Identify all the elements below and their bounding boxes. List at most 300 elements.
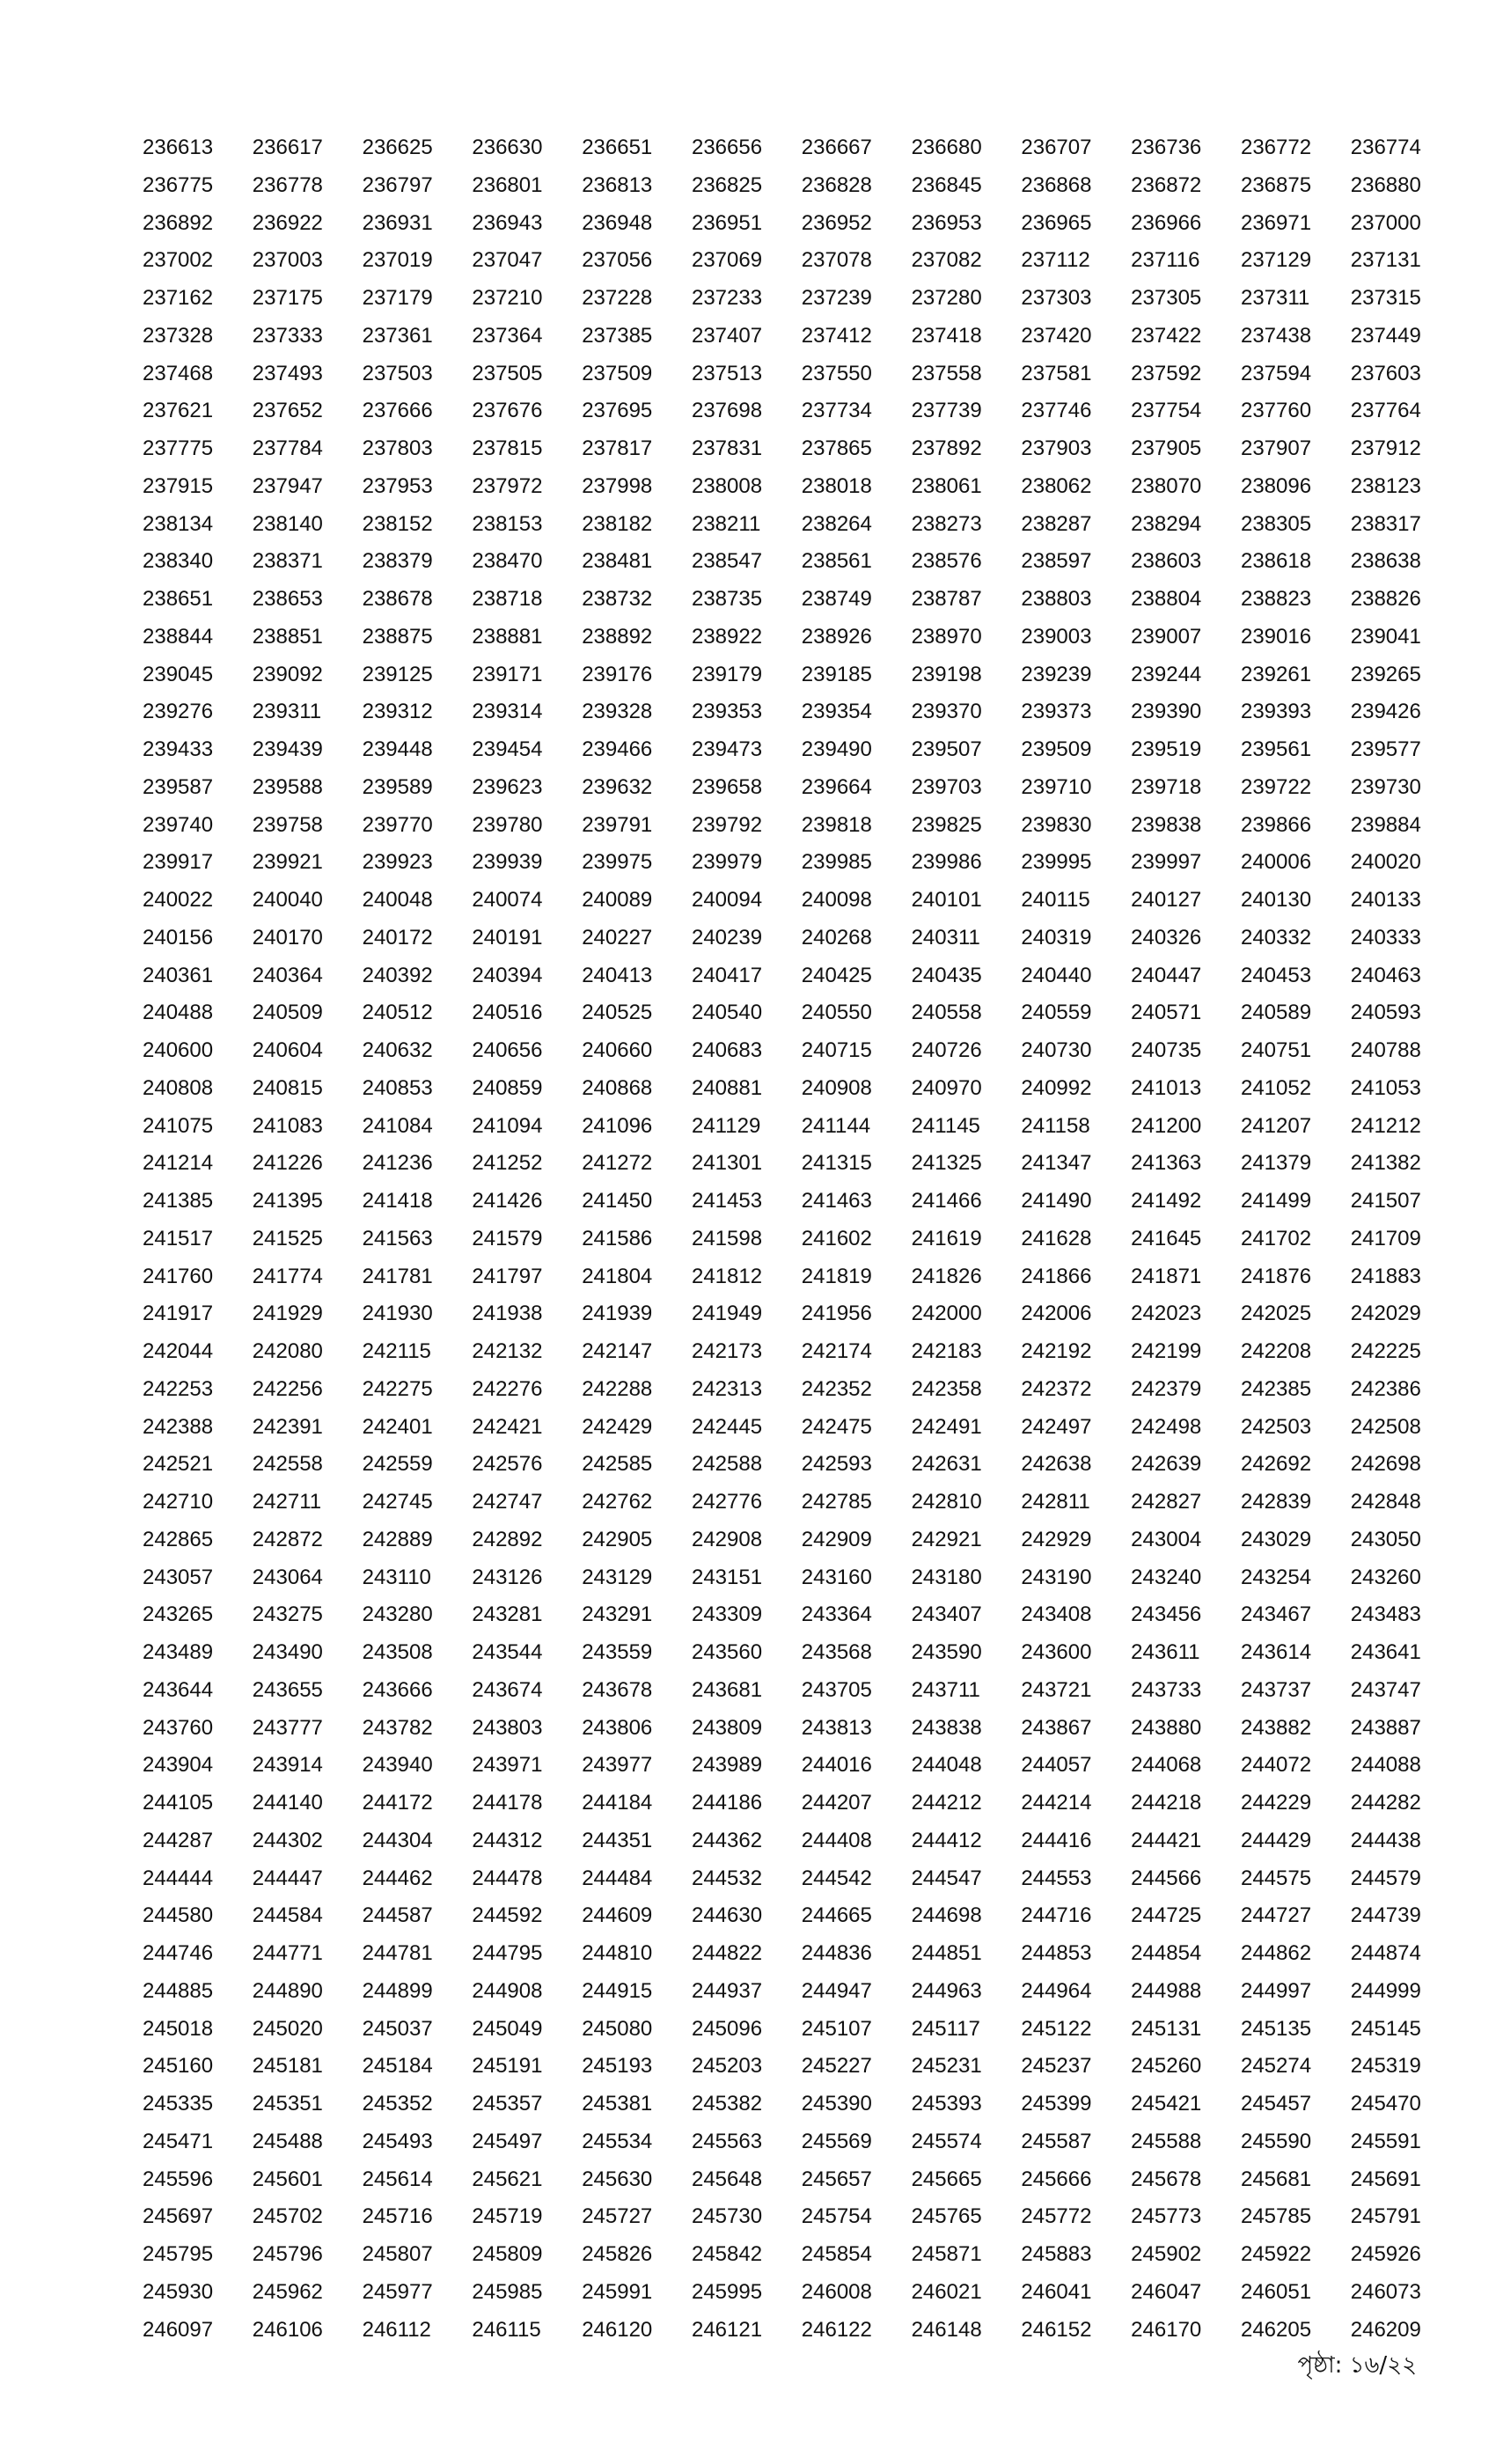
number-cell: 243803	[472, 1715, 543, 1740]
number-cell: 245883	[1021, 2242, 1092, 2266]
number-cell: 236625	[362, 136, 433, 159]
number-cell: 237972	[472, 473, 543, 498]
number-cell: 241272	[582, 1151, 653, 1176]
number-cell: 242638	[1021, 1452, 1092, 1477]
number-cell: 243489	[143, 1640, 214, 1664]
number-cell: 242491	[911, 1414, 982, 1439]
number-cell: 237162	[143, 286, 214, 310]
number-cell: 244781	[362, 1941, 433, 1965]
number-cell: 237311	[1240, 286, 1310, 310]
number-cell: 244416	[1021, 1828, 1092, 1852]
number-cell: 244725	[1131, 1903, 1202, 1928]
number-cell: 238732	[582, 587, 653, 611]
number-cell: 238340	[143, 549, 214, 574]
number-cell: 237558	[911, 361, 982, 385]
number-cell: 244438	[1350, 1828, 1421, 1852]
number-cell: 241819	[801, 1264, 872, 1288]
number-cell: 244890	[252, 1978, 323, 2003]
number-cell: 240453	[1240, 963, 1312, 987]
number-cell: 237082	[911, 248, 982, 273]
number-cell: 237513	[691, 361, 763, 385]
number-cell: 245691	[1350, 2167, 1421, 2191]
number-cell: 243711	[911, 1677, 980, 1702]
number-cell: 243813	[801, 1715, 872, 1740]
number-cell: 245193	[582, 2054, 653, 2079]
number-cell: 237760	[1240, 399, 1312, 423]
number-cell: 239448	[362, 737, 433, 761]
number-cell: 237175	[252, 286, 323, 310]
number-cell: 240311	[911, 925, 980, 950]
number-cell: 245809	[472, 2242, 543, 2266]
number-cell: 237509	[582, 361, 653, 385]
number-cell: 243508	[362, 1640, 433, 1664]
number-cell: 240788	[1350, 1038, 1421, 1062]
number-cell: 236872	[1131, 172, 1202, 197]
number-cell: 243544	[472, 1640, 543, 1664]
number-cell: 244016	[801, 1753, 872, 1778]
number-cell: 236801	[472, 172, 543, 197]
number-cell: 241628	[1021, 1226, 1092, 1250]
number-cell: 243733	[1131, 1677, 1202, 1702]
number-cell: 238008	[691, 473, 763, 498]
number-cell: 246021	[911, 2279, 982, 2304]
number-cell: 243057	[143, 1565, 214, 1589]
number-cell: 239884	[1350, 812, 1421, 837]
number-cell: 237581	[1021, 361, 1092, 385]
number-cell: 237784	[252, 436, 323, 460]
number-cell: 240089	[582, 888, 653, 912]
number-cell: 244186	[691, 1791, 763, 1815]
number-cell: 238749	[801, 587, 872, 611]
number-cell: 242498	[1131, 1414, 1202, 1439]
number-cell: 237912	[1350, 436, 1421, 460]
number-cell: 240361	[143, 963, 214, 987]
number-cell: 242558	[252, 1452, 323, 1477]
number-cell: 244362	[691, 1828, 763, 1852]
number-cell: 239125	[362, 662, 433, 686]
number-cell: 243190	[1021, 1565, 1092, 1589]
number-cell: 240425	[801, 963, 872, 987]
number-cell: 242762	[582, 1490, 653, 1514]
number-cell: 236630	[472, 136, 543, 159]
number-cell: 238844	[143, 624, 214, 649]
number-cell: 241598	[691, 1226, 763, 1250]
number-cell: 245985	[472, 2279, 543, 2304]
number-cell: 244212	[911, 1791, 982, 1815]
number-cell: 239577	[1350, 737, 1421, 761]
number-cell: 243887	[1350, 1715, 1421, 1740]
number-cell: 246148	[911, 2317, 982, 2342]
number-cell: 239632	[582, 774, 653, 799]
number-cell: 239354	[801, 700, 872, 724]
number-cell: 245037	[362, 2016, 433, 2041]
number-cell: 244862	[1240, 1941, 1312, 1965]
number-cell: 244312	[472, 1828, 543, 1852]
number-cell: 245135	[1240, 2016, 1312, 2041]
number-cell: 244854	[1131, 1941, 1202, 1965]
number-cell: 246121	[691, 2317, 763, 2342]
number-cell: 243655	[252, 1677, 323, 1702]
number-cell: 240550	[801, 1001, 872, 1025]
number-cell: 239664	[801, 774, 872, 799]
number-cell: 237915	[143, 473, 214, 498]
number-cell: 245160	[143, 2054, 214, 2079]
number-cell: 242810	[911, 1490, 982, 1514]
number-cell: 243914	[252, 1753, 323, 1778]
number-cell: 245791	[1350, 2204, 1421, 2229]
number-cell: 241871	[1131, 1264, 1202, 1288]
number-cell: 245381	[582, 2092, 653, 2116]
number-cell: 245203	[691, 2054, 763, 2079]
number-cell: 239718	[1131, 774, 1202, 799]
number-cell: 237438	[1240, 323, 1312, 348]
number-cell: 236868	[1021, 172, 1092, 197]
number-cell: 243838	[911, 1715, 982, 1740]
number-cell: 245665	[911, 2167, 982, 2191]
number-cell: 246008	[801, 2279, 872, 2304]
number-cell: 245588	[1131, 2129, 1202, 2153]
number-cell: 240558	[911, 1001, 982, 1025]
number-cell: 240020	[1350, 850, 1421, 875]
number-cell: 241949	[691, 1302, 763, 1326]
number-cell: 243904	[143, 1753, 214, 1778]
number-cell: 240094	[691, 888, 763, 912]
number-cell: 237078	[801, 248, 872, 273]
number-cell: 244587	[362, 1903, 433, 1928]
number-cell: 236828	[801, 172, 872, 197]
number-cell: 236617	[252, 136, 323, 159]
number-cell: 245421	[1131, 2092, 1202, 2116]
number-cell: 243275	[252, 1602, 323, 1627]
number-cell: 241052	[1240, 1075, 1312, 1100]
number-cell: 242275	[362, 1376, 433, 1401]
number-cell: 242183	[911, 1339, 982, 1363]
number-cell: 239314	[472, 700, 543, 724]
number-cell: 243590	[911, 1640, 982, 1664]
number-cell: 239370	[911, 700, 982, 724]
number-cell: 241212	[1350, 1113, 1421, 1138]
number-cell: 244874	[1350, 1941, 1421, 1965]
number-cell: 244665	[801, 1903, 872, 1928]
number-cell: 245666	[1021, 2167, 1092, 2191]
number-cell: 242313	[691, 1376, 763, 1401]
number-cell: 241709	[1350, 1226, 1421, 1250]
number-cell: 236613	[143, 136, 214, 159]
number-cell: 241301	[691, 1151, 763, 1176]
number-cell: 243265	[143, 1602, 214, 1627]
number-cell: 245716	[362, 2204, 433, 2229]
number-cell: 239276	[143, 700, 214, 724]
number-cell: 239312	[362, 700, 433, 724]
number-cell: 244899	[362, 1978, 433, 2003]
number-cell: 242747	[472, 1490, 543, 1514]
number-cell: 246106	[252, 2317, 323, 2342]
number-cell: 242908	[691, 1527, 763, 1551]
number-cell: 242256	[252, 1376, 323, 1401]
number-cell: 239439	[252, 737, 323, 761]
number-cell: 239244	[1131, 662, 1202, 686]
number-cell: 243644	[143, 1677, 214, 1702]
number-cell: 243880	[1131, 1715, 1202, 1740]
number-cell: 245871	[911, 2242, 982, 2266]
number-cell: 242909	[801, 1527, 872, 1551]
number-cell: 239454	[472, 737, 543, 761]
number-cell: 245382	[691, 2092, 763, 2116]
number-cell: 241466	[911, 1189, 982, 1213]
number-cell: 243180	[911, 1565, 982, 1589]
number-cell: 242631	[911, 1452, 982, 1477]
number-cell: 239997	[1131, 850, 1202, 875]
number-cell: 241379	[1240, 1151, 1312, 1176]
number-cell: 245569	[801, 2129, 872, 2153]
number-cell: 242401	[362, 1414, 433, 1439]
number-cell: 240559	[1021, 1001, 1092, 1025]
number-cell: 239740	[143, 812, 214, 837]
number-cell: 244412	[911, 1828, 982, 1852]
number-cell: 239490	[801, 737, 872, 761]
number-cell: 239758	[252, 812, 323, 837]
number-cell: 242253	[143, 1376, 214, 1401]
number-cell: 240808	[143, 1075, 214, 1100]
number-cell: 243309	[691, 1602, 763, 1627]
number-cell: 238070	[1131, 473, 1202, 498]
number-cell: 236736	[1131, 136, 1202, 159]
number-cell: 236667	[801, 136, 872, 159]
number-cell: 239780	[472, 812, 543, 837]
number-cell: 240593	[1350, 1001, 1421, 1025]
number-cell: 238211	[691, 511, 761, 536]
number-cell: 243940	[362, 1753, 433, 1778]
number-cell: 236774	[1350, 136, 1421, 159]
number-cell: 242115	[362, 1339, 431, 1363]
number-cell: 245807	[362, 2242, 433, 2266]
number-cell: 242044	[143, 1339, 214, 1363]
number-cell: 238140	[252, 511, 323, 536]
number-cell: 239730	[1350, 774, 1421, 799]
number-cell: 241774	[252, 1264, 323, 1288]
number-cell: 241418	[362, 1189, 433, 1213]
number-cell: 237280	[911, 286, 982, 310]
number-cell: 245601	[252, 2167, 323, 2191]
number-cell: 239985	[801, 850, 872, 875]
number-cell: 245765	[911, 2204, 982, 2229]
number-cell: 237815	[472, 436, 543, 460]
number-cell: 244997	[1240, 1978, 1312, 2003]
number-cell: 243611	[1131, 1640, 1200, 1664]
number-cell: 244304	[362, 1828, 433, 1852]
number-cell: 238804	[1131, 587, 1202, 611]
number-cell: 240726	[911, 1038, 982, 1062]
number-cell: 241083	[252, 1113, 323, 1138]
number-cell: 241602	[801, 1226, 872, 1250]
number-cell: 237746	[1021, 399, 1092, 423]
number-cell: 244739	[1350, 1903, 1421, 1928]
number-cell: 239519	[1131, 737, 1202, 761]
number-cell: 244810	[582, 1941, 653, 1965]
number-cell: 244172	[362, 1791, 433, 1815]
number-cell: 240859	[472, 1075, 543, 1100]
number-cell: 241781	[362, 1264, 433, 1288]
number-cell: 241938	[472, 1302, 543, 1326]
number-cell: 241930	[362, 1302, 433, 1326]
number-cell: 245785	[1240, 2204, 1312, 2229]
number-cell: 245107	[801, 2016, 872, 2041]
number-cell: 241702	[1240, 1226, 1312, 1250]
number-cell: 237069	[691, 248, 763, 273]
number-cell: 244836	[801, 1941, 872, 1965]
number-cell: 239016	[1240, 624, 1312, 649]
number-cell: 242358	[911, 1376, 982, 1401]
number-cell: 236875	[1240, 172, 1312, 197]
number-cell: 238603	[1131, 549, 1202, 574]
number-cell: 237505	[472, 361, 543, 385]
number-cell: 241207	[1240, 1113, 1312, 1138]
number-cell: 241760	[143, 1264, 214, 1288]
number-cell: 238651	[143, 587, 214, 611]
number-cell: 236965	[1021, 210, 1092, 235]
number-cell: 242929	[1021, 1527, 1092, 1551]
number-cell: 245488	[252, 2129, 323, 2153]
number-cell: 246122	[801, 2317, 872, 2342]
number-cell: 245930	[143, 2279, 214, 2304]
number-cell: 244988	[1131, 1978, 1202, 2003]
number-cell: 239561	[1240, 737, 1312, 761]
number-cell: 246120	[582, 2317, 653, 2342]
number-cell: 244963	[911, 1978, 982, 2003]
number-cell: 245231	[911, 2054, 982, 2079]
number-cell: 245335	[143, 2092, 214, 2116]
number-cell: 238273	[911, 511, 982, 536]
number-cell: 244532	[691, 1866, 763, 1890]
number-cell: 240048	[362, 888, 433, 912]
number-cell: 239507	[911, 737, 982, 761]
number-cell: 242710	[143, 1490, 214, 1514]
number-cell: 239239	[1021, 662, 1092, 686]
number-cell: 237003	[252, 248, 323, 273]
number-cell: 238826	[1350, 587, 1421, 611]
number-cell: 245614	[362, 2167, 433, 2191]
number-cell: 241463	[801, 1189, 872, 1213]
number-cell: 242559	[362, 1452, 433, 1477]
number-cell: 241450	[582, 1189, 653, 1213]
number-cell: 245854	[801, 2242, 872, 2266]
number-cell: 237019	[362, 248, 433, 273]
number-cell: 246209	[1350, 2317, 1421, 2342]
number-cell: 237739	[911, 399, 982, 423]
number-cell: 237407	[691, 323, 763, 348]
number-cell: 242593	[801, 1452, 872, 1477]
number-cell: 239328	[582, 700, 653, 724]
number-cell: 241645	[1131, 1226, 1202, 1250]
number-cell: 242585	[582, 1452, 653, 1477]
number-cell: 236845	[911, 172, 982, 197]
number-cell: 245719	[472, 2204, 543, 2229]
number-cell: 244580	[143, 1903, 214, 1928]
number-cell: 238123	[1350, 473, 1421, 498]
number-cell: 236825	[691, 172, 763, 197]
number-list	[143, 129, 1427, 2349]
number-cell: 239917	[143, 850, 214, 875]
number-cell: 240735	[1131, 1038, 1202, 1062]
number-cell: 244851	[911, 1941, 982, 1965]
number-cell: 238371	[252, 549, 323, 574]
number-cell: 241883	[1350, 1264, 1421, 1288]
number-cell: 244184	[582, 1791, 653, 1815]
number-cell: 238294	[1131, 511, 1202, 536]
number-cell: 244716	[1021, 1903, 1092, 1928]
number-cell: 237817	[582, 436, 653, 460]
number-cell: 237603	[1350, 361, 1421, 385]
number-cell: 242006	[1021, 1302, 1092, 1326]
number-cell: 237112	[1021, 248, 1090, 273]
number-cell: 245630	[582, 2167, 653, 2191]
number-cell: 240364	[252, 963, 323, 987]
number-cell: 242785	[801, 1490, 872, 1514]
number-cell: 245237	[1021, 2054, 1092, 2079]
number-cell: 245754	[801, 2204, 872, 2229]
number-cell: 244140	[252, 1791, 323, 1815]
number-cell: 239866	[1240, 812, 1312, 837]
number-cell: 241563	[362, 1226, 433, 1250]
number-cell: 245049	[472, 2016, 543, 2041]
number-cell: 246073	[1350, 2279, 1421, 2304]
number-cell: 245730	[691, 2204, 763, 2229]
number-cell: 243806	[582, 1715, 653, 1740]
number-cell: 241315	[801, 1151, 872, 1176]
number-cell: 244822	[691, 1941, 763, 1965]
number-cell: 243568	[801, 1640, 872, 1664]
number-cell: 240022	[143, 888, 214, 912]
number-cell: 238653	[252, 587, 323, 611]
number-cell: 238875	[362, 624, 433, 649]
number-cell: 237449	[1350, 323, 1421, 348]
number-cell: 237493	[252, 361, 323, 385]
number-cell: 238576	[911, 549, 982, 574]
number-cell: 236948	[582, 210, 653, 235]
number-cell: 239473	[691, 737, 763, 761]
number-cell: 245590	[1240, 2129, 1312, 2153]
number-cell: 239198	[911, 662, 982, 686]
number-cell: 239171	[472, 662, 543, 686]
number-cell: 244908	[472, 1978, 543, 2003]
number-cell: 238926	[801, 624, 872, 649]
number-cell: 238470	[472, 549, 543, 574]
number-cell: 243681	[691, 1677, 763, 1702]
number-cell: 242889	[362, 1527, 433, 1551]
number-cell: 238134	[143, 511, 214, 536]
number-cell: 244068	[1131, 1753, 1202, 1778]
number-cell: 237179	[362, 286, 433, 310]
number-cell: 241200	[1131, 1113, 1202, 1138]
number-cell: 239986	[911, 850, 982, 875]
number-cell: 243260	[1350, 1565, 1421, 1589]
number-cell: 245591	[1350, 2129, 1421, 2153]
number-cell: 241490	[1021, 1189, 1092, 1213]
number-cell: 242372	[1021, 1376, 1092, 1401]
number-cell: 246041	[1021, 2279, 1092, 2304]
number-cell: 241382	[1350, 1151, 1421, 1176]
number-cell: 240156	[143, 925, 214, 950]
number-cell: 244214	[1021, 1791, 1092, 1815]
number-cell: 239792	[691, 812, 763, 837]
number-cell: 237305	[1131, 286, 1202, 310]
number-cell: 239265	[1350, 662, 1421, 686]
number-cell: 246097	[143, 2317, 214, 2342]
number-cell: 238718	[472, 587, 543, 611]
number-cell: 242023	[1131, 1302, 1202, 1326]
number-cell: 242379	[1131, 1376, 1202, 1401]
number-cell: 242811	[1021, 1490, 1090, 1514]
